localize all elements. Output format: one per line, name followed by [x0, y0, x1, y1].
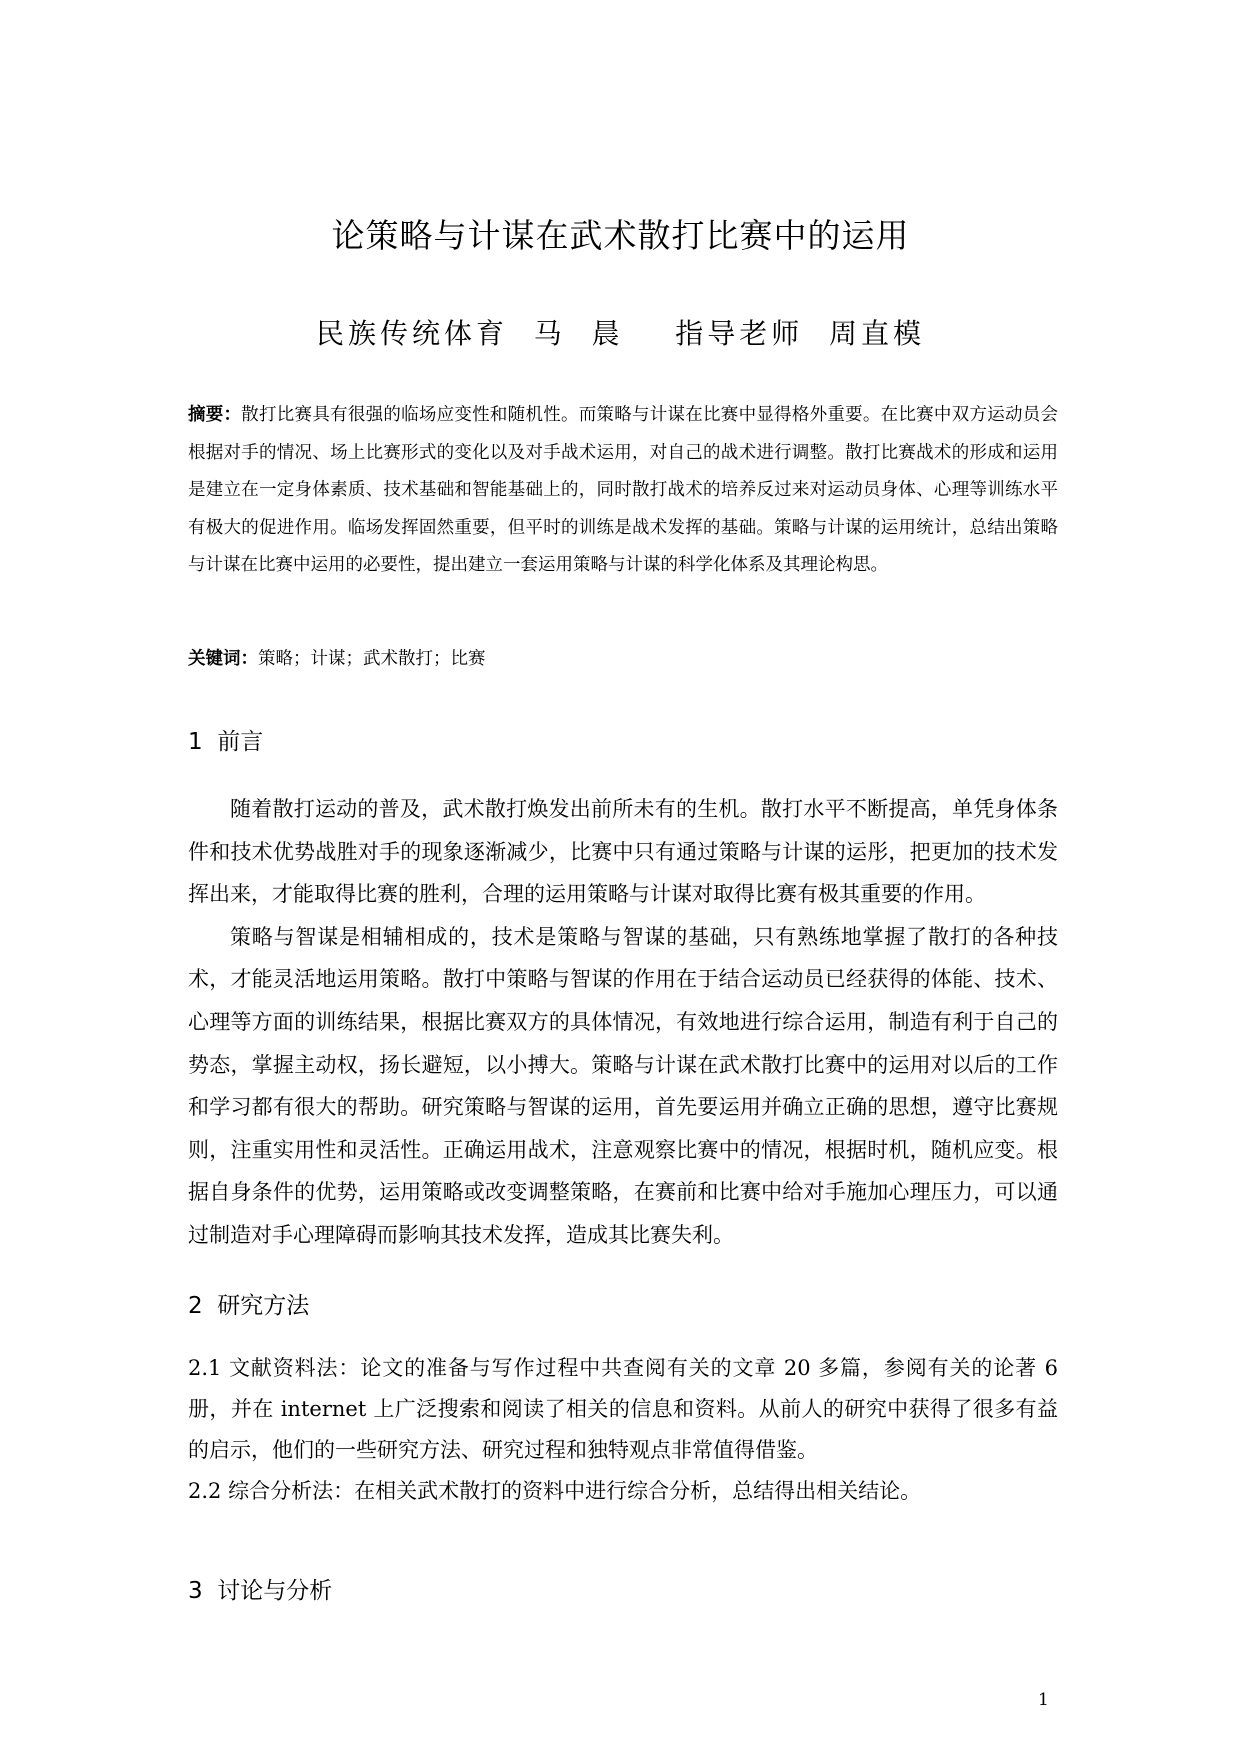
method-item-analysis: 2.2 综合分析法：在相关武术散打的资料中进行综合分析，总结得出相关结论。 — [188, 1479, 922, 1503]
abstract-text: 散打比赛具有很强的临场应变性和随机性。而策略与计谋在比赛中显得格外重要。在比赛中双方运动员会根据对手的情况、场上比赛形式的变化以及对手战术运用，对自己的战术进行调整。散打比赛战术的形成和运用是建立在一定身体素质、技术基础和智能基础上的，同时散打战术的培养反过来对运动员身体、心理等训练水平有极大的促进作用。临场发挥固然重要，但平时的训练是战术发挥的基础。策略与计谋的运用统计，总结出策略与计谋在比赛中运用的必要性，提出建立一套运用策略与计谋的科学化体系及其理论构思。 — [188, 405, 1058, 575]
section-heading-introduction: 1 前言 — [188, 729, 264, 755]
section-heading-discussion: 3 讨论与分析 — [188, 1578, 333, 1604]
section-heading-methods: 2 研究方法 — [188, 1293, 310, 1319]
abstract — [188, 397, 1058, 585]
paper-title: 论策略与计谋在武术散打比赛中的运用 — [331, 216, 910, 255]
paragraph: 随着散打运动的普及，武术散打焕发出前所未有的生机。散打水平不断提高，单凭身体条件和技术优势战胜对手的现象逐渐减少，比赛中只有通过策略与计谋的运彤，把更加的技术发挥出来，才能取得比赛的胜利，合理的运用策略与计谋对取得比赛有极其重要的作用。 — [188, 797, 1058, 907]
methods-body — [188, 1348, 1058, 1512]
author-line: 民族传统体育 马 晨 指导老师 周直模 — [315, 317, 925, 350]
introduction-body — [188, 788, 1058, 1257]
keywords-label: 关键词： — [188, 649, 258, 669]
page-number: 1 — [1038, 1690, 1049, 1710]
abstract-label: 摘要： — [188, 405, 242, 425]
keywords-text: 策略；计谋；武术散打；比赛 — [258, 649, 486, 669]
method-item-literature: 2.1 文献资料法：论文的准备与写作过程中共查阅有关的文章 20 多篇，参阅有关的论著 6 册，并在 internet 上广泛搜索和阅读了相关的信息和资料。从前人的研究中获得了很多有益的启示，他们的一些研究方法、研究过程和独特观点非常值得借鉴。 — [188, 1356, 1058, 1462]
paragraph: 策略与智谋是相辅相成的，技术是策略与智谋的基础，只有熟练地掌握了散打的各种技术，才能灵活地运用策略。散打中策略与智谋的作用在于结合运动员已经获得的体能、技术、心理等方面的训练结果，根据比赛双方的具体情况，有效地进行综合运用，制造有利于自己的势态，掌握主动权，扬长避短，以小搏大。策略与计谋在武术散打比赛中的运用对以后的工作和学习都有很大的帮助。研究策略与智谋的运用，首先要运用并确立正确的思想，遵守比赛规则，注重实用性和灵活性。正确运用战术，注意观察比赛中的情况，根据时机，随机应变。根据自身条件的优势，运用策略或改变调整策略，在赛前和比赛中给对手施加心理压力，可以通过制造对手心理障碍而影响其技术发挥，造成其比赛失利。 — [188, 924, 1058, 1247]
keywords — [188, 641, 1058, 679]
